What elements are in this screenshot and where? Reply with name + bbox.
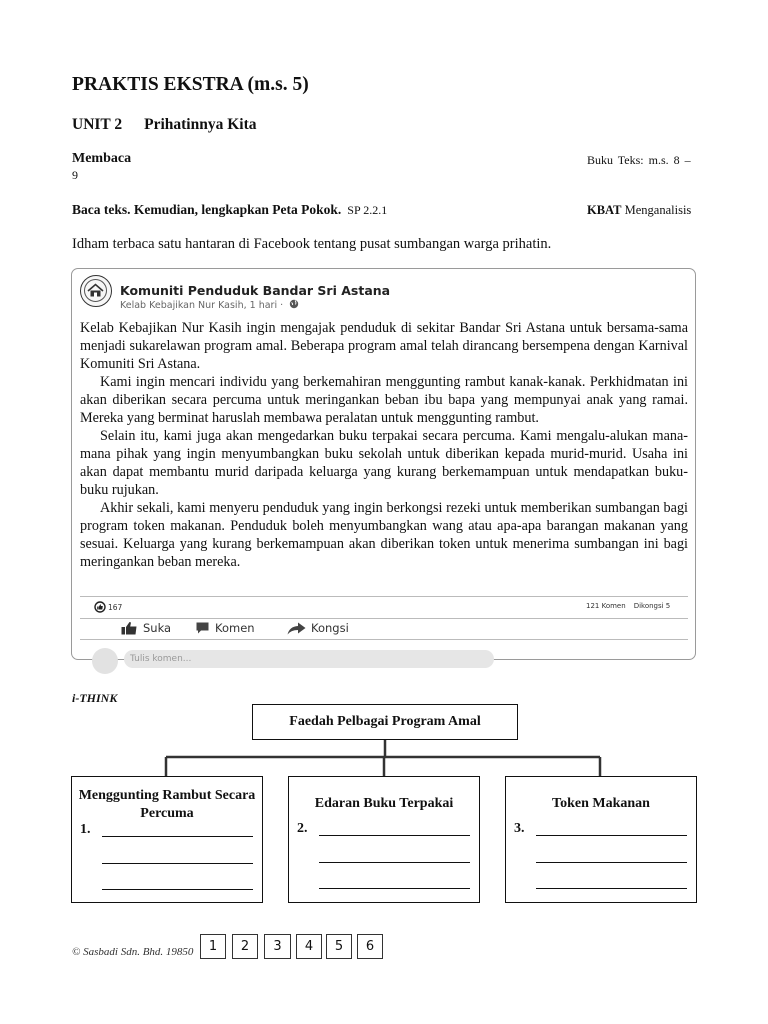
section-page-wrap: 9 [72, 168, 78, 182]
share-label: Kongsi [311, 621, 349, 635]
post-paragraph: Kelab Kebajikan Nur Kasih ingin mengajak penduduk di sekitar Bandar Sri Astana untuk bersama-sama menjadi sukarelawan program amal. Beberapa program amal telah dirancang bersempena dengan Karnival Komuniti Sri Astana. [80, 320, 688, 372]
page-button-6[interactable]: 6 [357, 934, 383, 959]
page-title: PRAKTIS EKSTRA (m.s. 5) [72, 74, 309, 95]
tree-map-branch-haircut [71, 776, 263, 903]
unit-label: UNIT 2 [72, 116, 123, 133]
branch-number: 3. [514, 821, 525, 836]
branch-number: 1. [80, 822, 91, 837]
comment-count[interactable]: 121 Komen [586, 602, 626, 610]
post-paragraph: Akhir sekali, kami menyeru penduduk yang ingin berkongsi rezeki untuk memberikan sumbangan bagi program token makanan. Penduduk boleh menyumbangkan wang atau apa-apa barangan makanan yang sesuai. Keluarga yang kurang berkemampuan akan diberikan token untuk menerima sumbangan ini bagi meringankan beban mereka. [80, 500, 688, 570]
tree-map-root: Faedah Pelbagai Program Amal [252, 704, 518, 740]
instruction-text: Baca teks. Kemudian, lengkapkan Peta Pokok. [72, 202, 342, 217]
textbook-reference: Buku Teks: m.s. 8 – [587, 153, 691, 167]
unit-title: Prihatinnya Kita [144, 116, 257, 133]
branch-title: Edaran Buku Terpakai [314, 796, 454, 811]
answer-line[interactable] [102, 863, 253, 864]
post-paragraph: Selain itu, kami juga akan mengedarkan buku terpakai secara percuma. Kami mengalu-alukan mana-mana pihak yang ingin menyumbangkan buku sekolah untuk diberikan kepada murid-murid. Usaha ini akan dapat membantu murid daripada keluarga yang kurang berkemampuan untuk mendapatkan buku-buku rujukan. [80, 428, 688, 498]
branch-title: Token Makanan [552, 796, 650, 811]
tree-map-branch-books [288, 776, 480, 903]
section-title: Membaca [72, 151, 132, 166]
answer-line[interactable] [319, 888, 470, 889]
intro-text: Idham terbaca satu hantaran di Facebook tentang pusat sumbangan warga prihatin. [72, 236, 552, 252]
reaction-count: 167 [108, 602, 123, 612]
comment-label: Komen [215, 621, 255, 635]
answer-line[interactable] [536, 862, 687, 863]
answer-line[interactable] [536, 835, 687, 836]
like-label: Suka [143, 621, 172, 635]
kbat-label: KBAT [587, 203, 622, 217]
sp-code: SP 2.2.1 [347, 203, 388, 217]
page-button-2[interactable]: 2 [232, 934, 258, 959]
post-paragraph: Kami ingin mencari individu yang berkemahiran menggunting rambut kanak-kanak. Perkhidmatan ini akan diberikan secara percuma untuk meringankan beban ibu bapa yang mempunyai anak yang ramai. Mereka yang berminat haruslah membawa peralatan untuk menggunting rambut. [80, 374, 688, 426]
answer-line[interactable] [536, 888, 687, 889]
answer-line[interactable] [319, 862, 470, 863]
comment-input[interactable]: Tulis komen... [124, 650, 494, 668]
page-button-4[interactable]: 4 [296, 934, 322, 959]
copyright: © Sasbadi Sdn. Bhd. 19850 [72, 946, 194, 958]
post-meta-text: Kelab Kebajikan Nur Kasih, 1 hari · [120, 300, 284, 311]
answer-line[interactable] [102, 889, 253, 890]
page-button-3[interactable]: 3 [264, 934, 291, 959]
branch-title: Menggunting Rambut Secara Percuma [78, 788, 256, 821]
ithink-label: i-THINK [72, 691, 118, 705]
branch-number: 2. [297, 821, 308, 836]
share-count[interactable]: Dikongsi 5 [633, 602, 671, 610]
page-name[interactable]: Komuniti Penduduk Bandar Sri Astana [120, 283, 391, 298]
page-button-1[interactable]: 1 [200, 934, 226, 959]
kbat-value: Menganalisis [624, 203, 692, 217]
answer-line[interactable] [319, 835, 470, 836]
answer-line[interactable] [102, 836, 253, 837]
tree-map-branch-food-token [505, 776, 697, 903]
page-button-5[interactable]: 5 [326, 934, 352, 959]
